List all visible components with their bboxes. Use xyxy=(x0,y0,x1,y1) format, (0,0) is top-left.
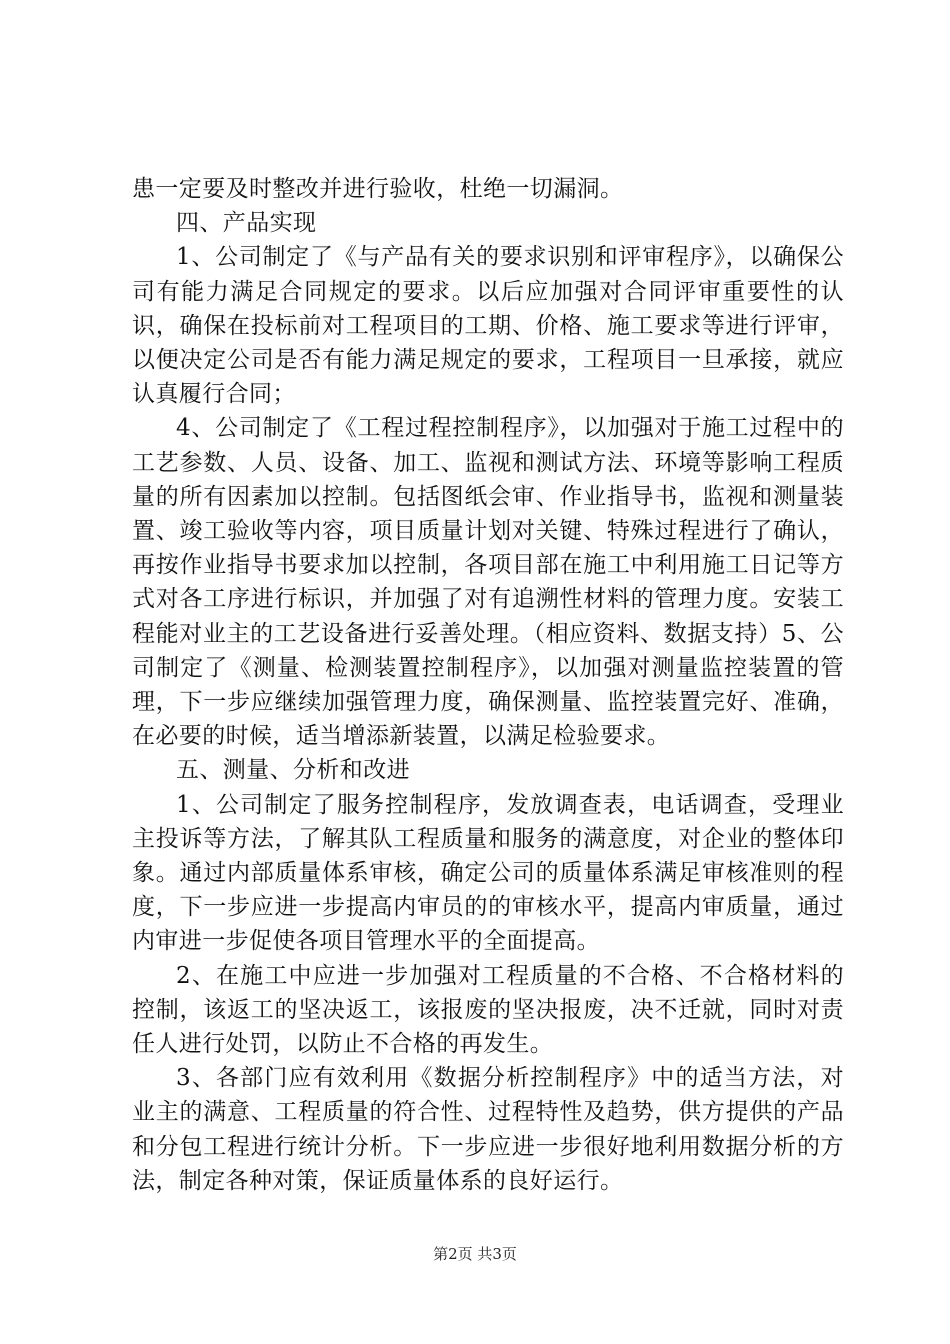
paragraph-measure-item-3: 3、各部门应有效利用《数据分析控制程序》中的适当方法，对业主的满意、工程质量的符合性、过程特性及趋势，供方提供的产品和分包工程进行统计分析。下一步应进一步很好地利用数据分析的方法，制定各种对策，保证质量体系的良好运行。 xyxy=(132,1065,844,1194)
paragraph-measure-item-2: 2、在施工中应进一步加强对工程质量的不合格、不合格材料的控制，该返工的坚决返工，该报废的坚决报废，决不迁就，同时对责任人进行处罚，以防止不合格的再发生。 xyxy=(132,962,844,1058)
page-footer xyxy=(0,1244,950,1264)
page-number-label: 第2页 共3页 xyxy=(433,1245,517,1263)
document-body xyxy=(132,172,844,1198)
paragraph-item-1: 1、公司制定了《与产品有关的要求识别和评审程序》，以确保公司有能力满足合同规定的要求。以后应加强对合同评审重要性的认识，确保在投标前对工程项目的工期、价格、施工要求等进行评审，以便决定公司是否有能力满足规定的要求，工程项目一旦承接，就应认真履行合同； xyxy=(132,244,844,408)
paragraph-item-4: 4、公司制定了《工程过程控制程序》，以加强对于施工过程中的工艺参数、人员、设备、加工、监视和测试方法、环境等影响工程质量的所有因素加以控制。包括图纸会审、作业指导书，监视和测量装置、竣工验收等内容，项目质量计划对关键、特殊过程进行了确认，再按作业指导书要求加以控制，各项目部在施工中利用施工日记等方式对各工序进行标识，并加强了对有追溯性材料的管理力度。安装工程能对业主的工艺设备进行妥善处理。（相应资料、数据支持）5、公司制定了《测量、检测装置控制程序》，以加强对测量监控装置的管理，下一步应继续加强管理力度，确保测量、监控装置完好、准确，在必要的时候，适当增添新装置，以满足检验要求。 xyxy=(132,415,844,750)
section-heading-product-realization: 四、产品实现 xyxy=(176,210,317,237)
section-heading-measurement-analysis: 五、测量、分析和改进 xyxy=(176,757,410,784)
paragraph-measure-item-1: 1、公司制定了服务控制程序，发放调查表，电话调查，受理业主投诉等方法，了解其队工程质量和服务的满意度，对企业的整体印象。通过内部质量体系审核，确定公司的质量体系满足审核准则的程度，下一步应进一步提高内审员的的审核水平，提高内审质量，通过内审进一步促使各项目管理水平的全面提高。 xyxy=(132,791,844,955)
paragraph-continuation: 患一定要及时整改并进行验收，杜绝一切漏洞。 xyxy=(132,176,624,202)
